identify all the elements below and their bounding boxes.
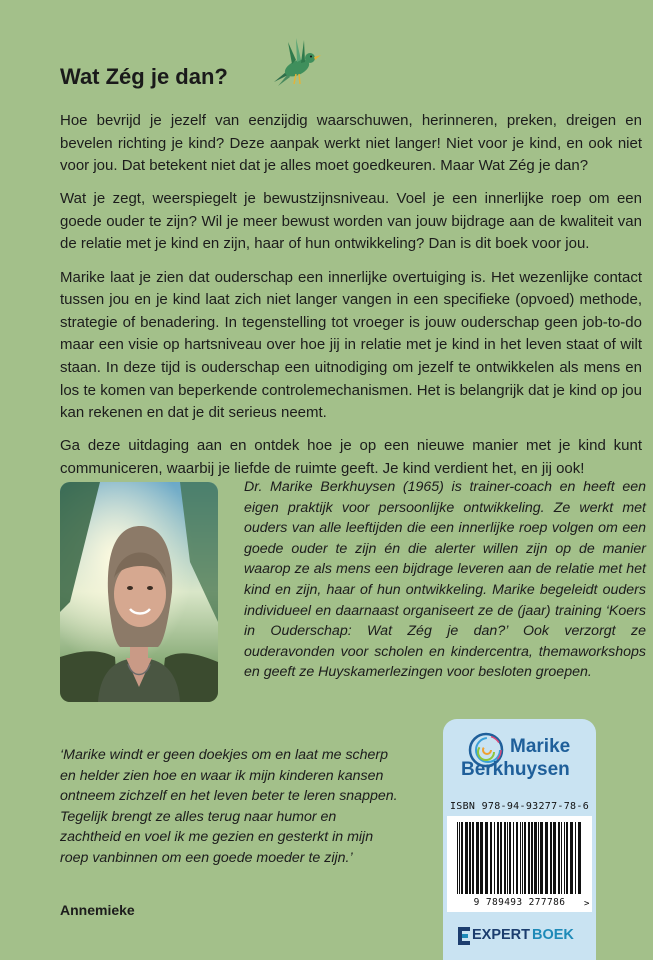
barcode-bar xyxy=(509,822,511,894)
barcode-bar xyxy=(472,822,474,894)
publisher-logo xyxy=(458,927,588,951)
paragraph: Ga deze uitdaging aan en ontdek hoe je op een nieuwe manier met je kind kunt communiceren, waarbij je liefde de ruimte geeft. Je kind verdient het, en jij ook! xyxy=(60,437,642,477)
logo-last-name: Berkhuysen xyxy=(461,759,570,780)
barcode-bar xyxy=(485,822,488,894)
intro-text xyxy=(60,110,642,491)
publisher-name-part1: EXPERT xyxy=(472,927,531,943)
barcode-bar xyxy=(465,822,468,894)
logo-first-name: Marike xyxy=(510,736,571,757)
barcode-bar xyxy=(476,822,479,894)
barcode-bar xyxy=(528,822,530,894)
barcode-bar xyxy=(516,822,518,894)
barcode-bar xyxy=(566,822,568,894)
isbn-label: ISBN 978-94-93277-78-6 xyxy=(449,801,590,812)
barcode-bar xyxy=(461,822,463,894)
barcode-bar xyxy=(459,822,460,894)
testimonial-author: Annemieke xyxy=(60,902,135,918)
barcode-bar xyxy=(553,822,556,894)
barcode-bar xyxy=(520,822,521,894)
barcode-bar xyxy=(524,822,526,894)
barcode-bar xyxy=(564,822,565,894)
publisher-name-part2: BOEK xyxy=(532,927,574,943)
barcode-bar xyxy=(578,822,581,894)
barcode-bar xyxy=(558,822,560,894)
page-title: Wat Zég je dan? xyxy=(60,64,228,89)
testimonial-quote: ‘Marike windt er geen doekjes om en laat me scherp en helder zien hoe en waar ik mijn kinderen kansen ontneem zichzelf en het leven beter te leren snappen. Tegelijk brengt ze alles terug naar humor en zachtheid en voel ik me gezien en gesterkt in mijn roep vanbinnen om een goede moeder te zijn.’ xyxy=(60,747,398,866)
barcode-bar xyxy=(545,822,548,894)
bird-icon xyxy=(266,34,328,96)
barcode-bar xyxy=(507,822,508,894)
barcode-bar xyxy=(504,822,506,894)
barcode-bar xyxy=(490,822,492,894)
barcode-bar xyxy=(550,822,552,894)
barcode-bar xyxy=(494,822,495,894)
author-bio: Dr. Marike Berkhuysen (1965) is trainer-coach en heeft een eigen praktijk voor persoonlijke ontwikkeling. Ze werkt met ouders van alle leeftijden die een innerlijke roep volgen om een goede ouder te zijn én die alerter willen zijn op de manier waarop ze als mens een bijdrage leveren aan de relatie met het kind en zijn, haar of hun ontwikkeling. Marike begeleidt ouders individueel en daarnaast organiseert ze de (jaar) training ‘Koers in Ouderschap: Wat Zég je dan?’ Ook verzorgt ze ouderavonden voor scholen en kindercentra, themaworkshops en geeft ze Huyskamerlezingen voor besloten groepen. xyxy=(244,479,646,681)
barcode-bar xyxy=(534,822,537,894)
barcode-bar xyxy=(540,822,543,894)
barcode-bar xyxy=(480,822,483,894)
barcode-arrow: > xyxy=(584,899,590,909)
barcode-bar xyxy=(531,822,533,894)
publisher-badge xyxy=(443,719,596,960)
barcode-bar xyxy=(522,822,523,894)
paragraph: Wat je zegt, weerspiegelt je bewustzijnsniveau. Voel je een innerlijke roep om een goede ouder te zijn? Wil je meer bewust worden van jouw bijdrage aan de kwaliteit van de relatie met je kind en zijn, haar of hun ontwikkeling? Dan is dit boek voor jou. xyxy=(60,190,642,253)
barcode-bar xyxy=(561,822,562,894)
barcode-bar xyxy=(469,822,471,894)
barcode-bar xyxy=(575,822,576,894)
barcode-number: 9 789493 277786 xyxy=(473,897,566,908)
barcode-bar xyxy=(457,822,458,894)
barcode-bar xyxy=(513,822,514,894)
author-photo xyxy=(60,482,218,702)
barcode-bar xyxy=(570,822,573,894)
publisher-icon xyxy=(458,925,470,947)
barcode-bar xyxy=(538,822,539,894)
paragraph: Hoe bevrijd je jezelf van eenzijdig waarschuwen, herinneren, preken, dreigen en bevelen richting je kind? Deze aanpak werkt niet langer! Niet voor je kind, en ook niet voor jou. Dat betekent niet dat je alles moet goedkeuren. Maar Wat Zég je dan? xyxy=(60,112,642,175)
barcode-bar xyxy=(497,822,499,894)
paragraph: Marike laat je zien dat ouderschap een innerlijke overtuiging is. Het wezenlijke contact tussen jou en je kind laat zich niet langer vangen in een specifieke (opvoed) methode, strategie of benadering. In tegenstelling tot vroeger is jouw ouderschap geen job-to-do maar een visie op hartsniveau over hoe jij in relatie met je kind in het leven staat of wilt staan. In deze tijd is ouderschap een uitnodiging om jezelf te ontwikkelen als mens en los te komen van beperkende controlemechanismen. Het is belangrijk dat je kind op jou kan rekenen en dat je dit serieus neemt. xyxy=(60,268,642,422)
barcode-bar xyxy=(500,822,502,894)
